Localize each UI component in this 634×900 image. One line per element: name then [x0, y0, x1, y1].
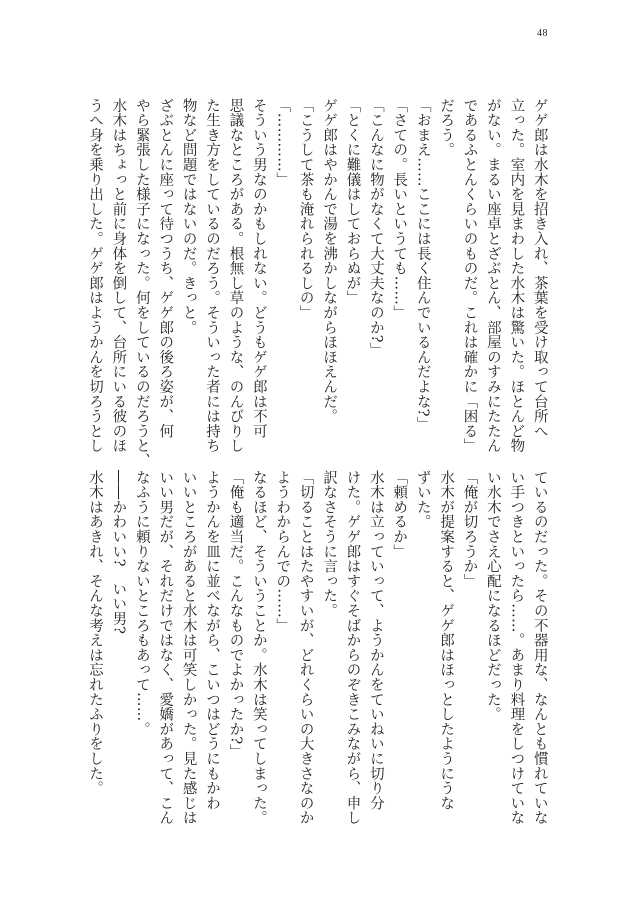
text-line: い水木でさえ心配になるほどだった。 [484, 470, 501, 722]
text-line: 「こうして茶も淹れられるしの」 [297, 98, 314, 320]
text-line: だろう。 [438, 98, 455, 158]
text-line: うへ身を乗り出した。ゲゲ郎はようかんを切ろうとし [87, 98, 103, 454]
text-line: 「とくに難儀はしておらぬが」 [344, 98, 361, 306]
text-line: ――かわいい? いい男? [110, 470, 127, 635]
text-line: い手つきといったら……。あまり料理をしつけていな [508, 470, 525, 826]
text-line: 物など問題ではないのだ。きっと。 [180, 98, 197, 335]
text-line: ようかんを皿に並べながら、こいつはどうにもかわ [204, 470, 221, 811]
text-line: やら緊張した様子になった。何をしているのだろうと、 [133, 98, 150, 468]
text-line: 「俺が切ろうか」 [461, 470, 478, 589]
page-number: 48 [537, 28, 548, 39]
text-line: そういう男なのかもしれない。どうもゲゲ郎は不可 [250, 98, 267, 439]
text-line: ざぶとんに座って待つうち、ゲゲ郎の後ろ姿が、何 [157, 98, 174, 439]
text-line: 「頼めるか」 [391, 470, 408, 559]
text-line: ゲゲ郎はやかんで湯を沸かしながらほほえんだ。 [321, 98, 338, 424]
text-line: 「…………」 [274, 98, 291, 187]
text-line: ずいた。 [414, 470, 431, 530]
text-line: 水木はちょっと前に身体を倒して、台所にいる彼のほ [110, 98, 127, 454]
text-line: なふうに頼りないところもあって……。 [133, 470, 150, 737]
text-line: 水木は立っていって、ようかんをていねいに切り分 [367, 470, 384, 811]
text-line: 訳なさそうに言った。 [321, 470, 338, 618]
text-line: 思議なところがある。根無し草のような、のんびりし [227, 98, 244, 454]
text-line: 「さての。長いというても……」 [391, 98, 408, 320]
text-block-bottom [86, 470, 548, 826]
text-line: た生き方をしているのだろう。そういった者には持ち [204, 98, 221, 454]
text-line: ようわからんでの……」 [274, 470, 291, 633]
text-line: 「こんなに物がなくて大丈夫なのか?」 [367, 98, 384, 358]
text-line: がない。まるい座卓とざぶとん、部屋のすみにたたん [484, 98, 501, 454]
text-line: ているのだった。その不器用な、なんとも慣れていな [531, 470, 548, 826]
text-line: いいところがあると水木は可笑しかった。見た感じは [180, 470, 197, 826]
text-line: 水木はあきれ、そんな考えは忘れたふりをした。 [87, 470, 103, 796]
text-line: 立った。室内を見まわした水木は驚いた。ほとんど物 [508, 98, 525, 454]
text-line: けた。ゲゲ郎はすぐそばからのぞきこみながら、申し [344, 470, 361, 826]
text-line: ゲゲ郎は水木を招き入れ、茶葉を受け取って台所へ [531, 98, 548, 439]
text-line: いい男だが、それだけではなく、愛嬌があって、こん [157, 470, 174, 826]
text-line: 水木が提案すると、ゲゲ郎はほっとしたようにうな [438, 470, 455, 811]
text-line: 「俺も適当だ。こんなものでよかったか?」 [227, 470, 244, 760]
text-line: であるふとんくらいのものだ。これは確かに「困る」 [461, 98, 478, 454]
text-line: 「切ることはたやすいが、どれくらいの大きさなのか [297, 470, 314, 826]
text-line: 「おまえ……ここには長く住んでいるんだよな?」 [414, 98, 431, 432]
text-block-top [86, 98, 548, 468]
text-line: なるほど、そういうことか。水木は笑ってしまった。 [250, 470, 267, 826]
